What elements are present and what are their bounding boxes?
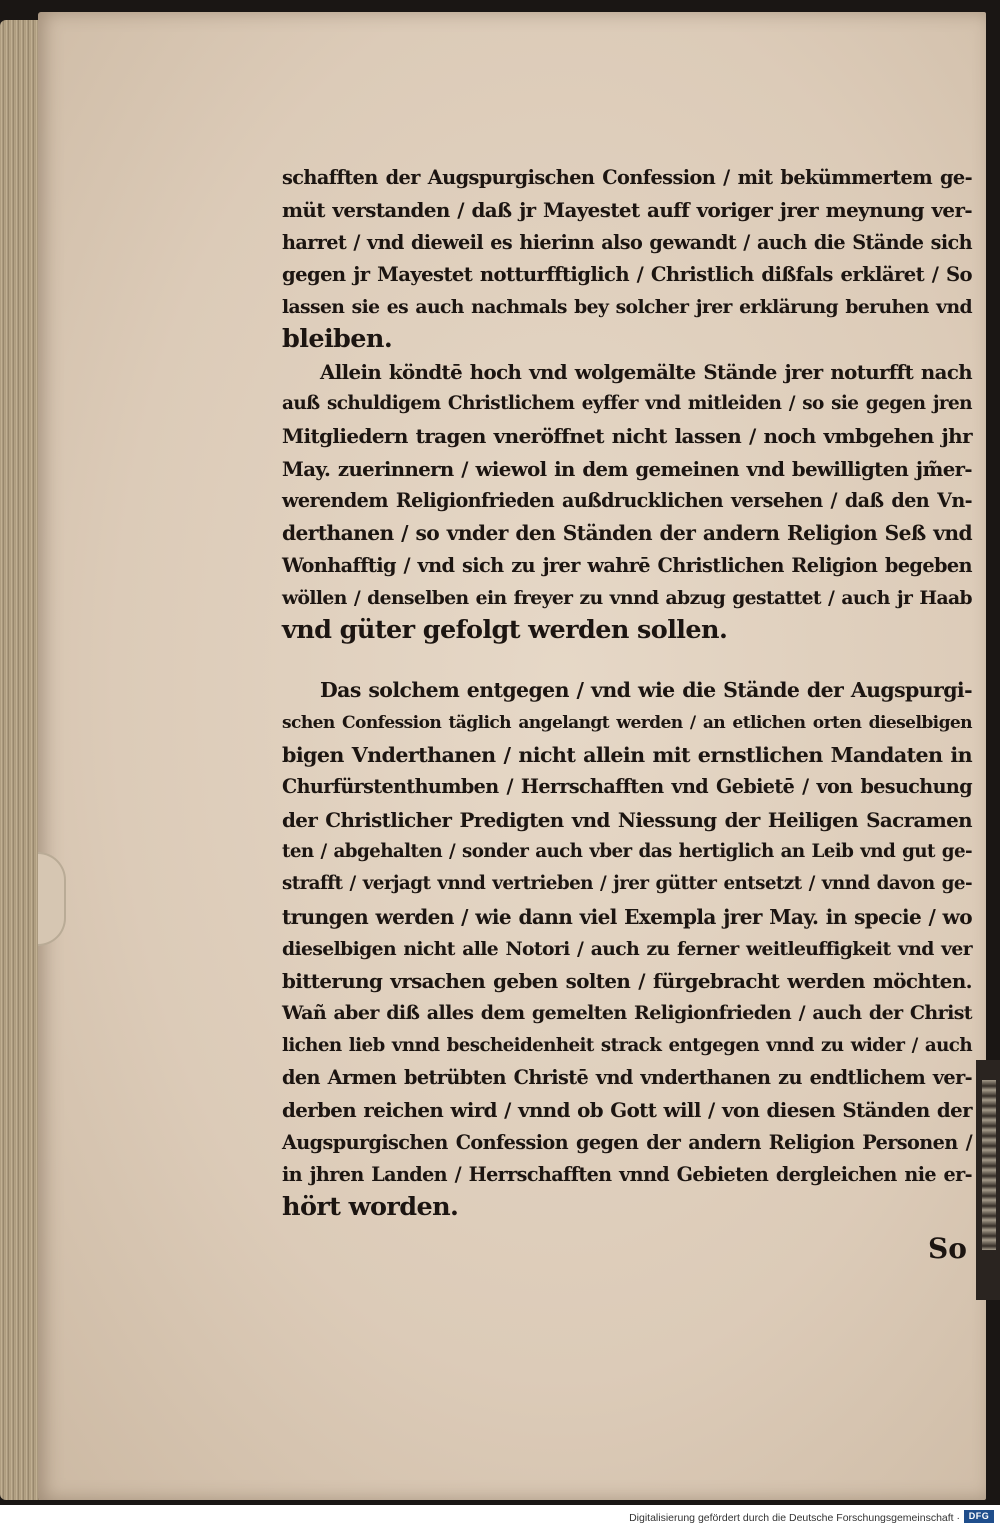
text-line: Allein köndtē hoch vnd wolgemälte Stände jrer noturfft nach [320, 359, 972, 384]
text-line: trungen werden / wie dann viel Exempla jrer May. in specie / wo [282, 904, 972, 929]
text-line: vnd güter gefolgt werden sollen. [282, 615, 728, 646]
paragraph-spacer [282, 646, 972, 674]
text-line: müt verstanden / daß jr Mayestet auff voriger jrer meynung ver- [282, 198, 972, 223]
text-line: schafften der Augspurgischen Confession / mit bekümmertem ge- [282, 166, 972, 189]
text-line: ten / abgehalten / sonder auch vber das hertiglich an Leib vnd gut ge- [282, 840, 972, 862]
text-line: wöllen / denselben ein freyer zu vnnd abzug gestattet / auch jr Haab [282, 586, 972, 609]
text-line: Das solchem entgegen / vnd wie die Stände der Augspurgi- [320, 678, 972, 703]
text-line: schen Confession täglich angelangt werden / an etlichen orten dieselbigen [282, 712, 972, 733]
text-line: bitterung vrsachen geben solten / fürgebracht werden möchten. [282, 969, 972, 994]
paragraph-1 [282, 162, 972, 356]
body-text [282, 162, 972, 1224]
text-line: derben reichen wird / vnnd ob Gott will / von diesen Ständen der [282, 1098, 972, 1123]
paragraph-3 [282, 674, 972, 1223]
text-line: May. zuerinnern / wiewol in dem gemeinen vnd bewilligten jm̃er- [282, 456, 972, 481]
text-line: harret / vnd dieweil es hierinn also gewandt / auch die Stände sich [282, 230, 972, 254]
text-line: bleiben. [282, 324, 393, 355]
text-line: gegen jr Mayestet notturfftiglich / Christlich dißfals erkläret / So [282, 262, 972, 286]
text-line: den Armen betrübten Christē vnd vnderthanen zu endtlichem ver- [282, 1066, 972, 1090]
text-line: Wañ aber diß alles dem gemelten Religionfrieden / auch der Christ [282, 1002, 972, 1025]
dfg-logo-icon: DFG [964, 1510, 994, 1523]
text-line: dieselbigen nicht alle Notori / auch zu ferner weitleuffigkeit vnd ver [282, 937, 972, 960]
text-line: Wonhafftig / vnd sich zu jrer wahrē Christlichen Religion begeben [282, 553, 972, 577]
funding-credit: Digitalisierung gefördert durch die Deutsche Forschungsgemeinschaft · [629, 1512, 960, 1524]
text-line: lassen sie es auch nachmals bey solcher jrer erklärung beruhen vnd [282, 296, 972, 319]
digitization-footer [0, 1505, 1000, 1528]
facing-page-ornament [982, 1080, 996, 1250]
text-line: Augspurgischen Confession gegen der andern Religion Personen / [282, 1130, 972, 1154]
text-line: strafft / verjagt vnnd vertrieben / jrer gütter entsetzt / vnnd davon ge- [282, 873, 972, 895]
text-line: auß schuldigem Christlichem eyffer vnd mitleiden / so sie gegen jren [282, 393, 972, 415]
text-line: der Christlicher Predigten vnd Niessung der Heiligen Sacramen [282, 807, 972, 832]
text-line: derthanen / so vnder den Ständen der andern Religion Seß vnd [282, 521, 972, 546]
facing-page-edge [976, 1060, 1000, 1300]
paragraph-2 [282, 356, 972, 647]
text-line: Mitgliedern tragen vneröffnet nicht lassen / noch vmbgehen jhr [282, 424, 972, 449]
text-line: lichen lieb vnnd bescheidenheit strack entgegen vnnd zu wider / auch [282, 1034, 972, 1056]
text-line: hört worden. [282, 1192, 459, 1223]
text-line: Churfürstenthumben / Herrschafften vnd Gebietē / von besuchung [282, 775, 972, 799]
text-line: in jhren Landen / Herrschafften vnnd Gebieten dergleichen nie er- [282, 1162, 972, 1186]
catchword: So [928, 1232, 967, 1265]
text-line: bigen Vnderthanen / nicht allein mit ernstlichen Mandaten in [282, 743, 972, 768]
page-fold-tab [38, 852, 66, 946]
text-line: werendem Religionfrieden außdrucklichen versehen / daß den Vn- [282, 488, 972, 512]
